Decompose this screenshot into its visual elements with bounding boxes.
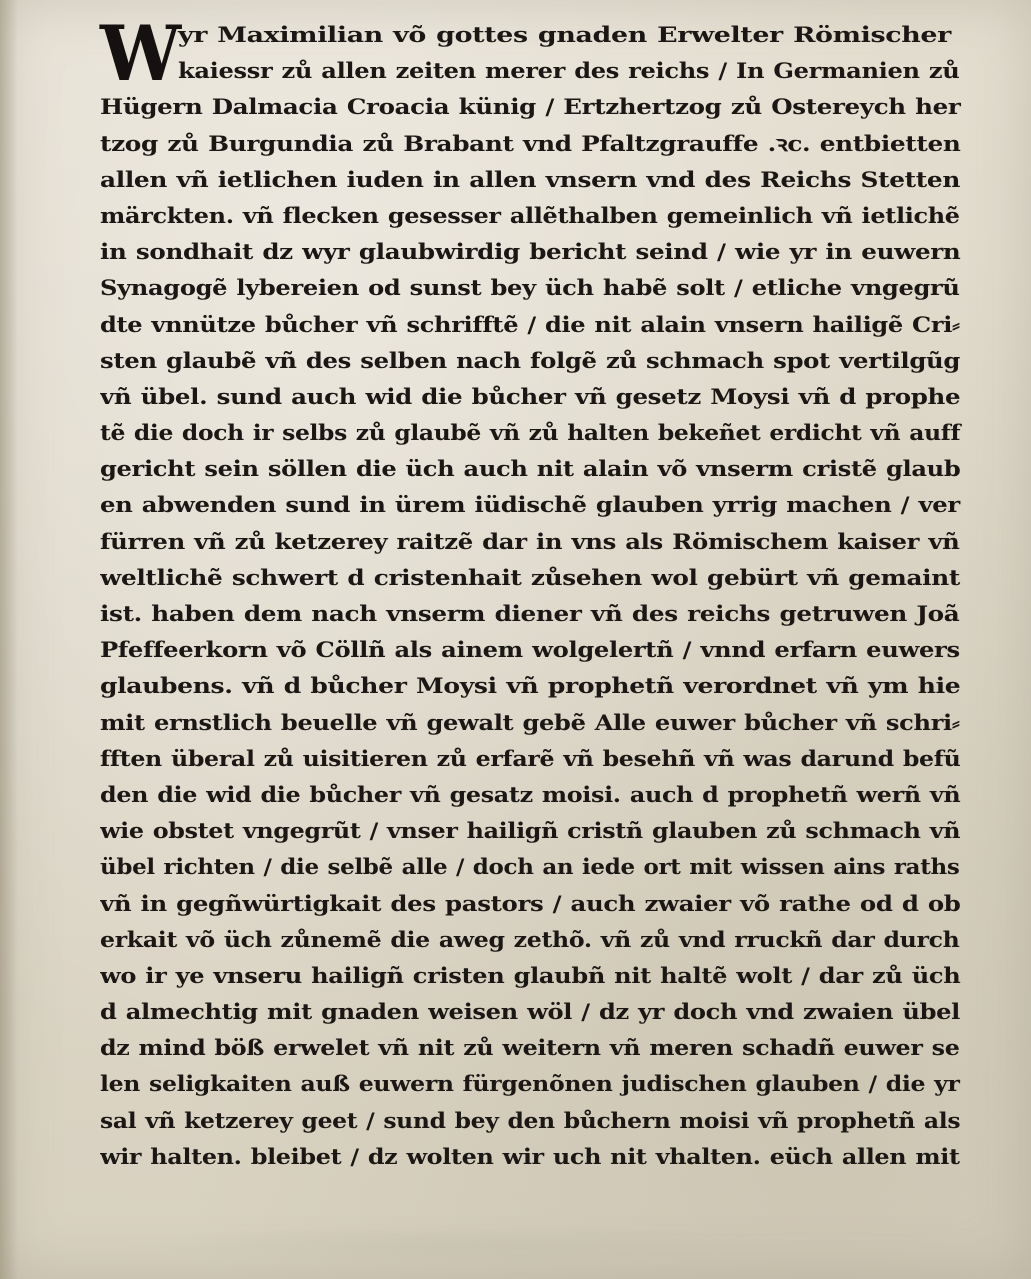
text-line: wir halten. bleibet / dz wolten wir uch nit vhalten. eüch allen mit [100,1144,960,1170]
text-line: tzog zů Burgundia zů Brabant vnd Pfaltzgrauffe .ꝛc. entbietten [100,131,961,157]
text-line: fften überal zů uisitieren zů erfarẽ vñ besehñ vñ was darund befũ [100,746,961,772]
decorated-initial: W [100,9,176,98]
text-line: den die wid die bůcher vñ gesatz moisi. auch d prophetñ werñ vñ [100,782,961,808]
text-line: sten glaubẽ vñ des selben nach folgẽ zů schmach spot vertilgũg [100,348,961,374]
text-line: ist. haben dem nach vnserm diener vñ des reichs getruwen Joã [100,602,960,627]
text-line: allen vñ ietlichen iuden in allen vnsern vnd des Reichs Stetten [100,167,961,193]
text-line: vñ übel. sund auch wid die bůcher vñ gesetz Moysi vñ d prophe [100,384,961,410]
text-line: dz mind böß erwelet vñ nit zů weitern vñ meren schadñ euwer se [100,1036,960,1062]
text-line: tẽ die doch ir selbs zů glaubẽ vñ zů halten bekeñet erdicht vñ auff [100,421,961,447]
text-line: glaubens. vñ d bůcher Moysi vñ prophetñ verordnet vñ ym hie [100,674,961,700]
text-line: Pfeffeerkorn võ Cöllñ als ainem wolgelertñ / vnnd erfarn euwers [100,638,960,664]
page-edge-shadow [0,0,18,1279]
text-line: gericht sein söllen die üch auch nit alain võ vnserm cristẽ glaub [100,457,961,483]
text-line: dte vnnütze bůcher vñ schrifftẽ / die nit alain vnsern hailigẽ Cri⸗ [100,312,960,338]
text-line: mit ernstlich beuelle vñ gewalt gebẽ Alle euwer bůcher vñ schri⸗ [100,710,960,736]
text-line: vñ in gegñwürtigkait des pastors / auch zwaier võ rathe od d ob [100,891,961,917]
text-line: Hügern Dalmacia Croacia künig / Ertzhertzog zů Ostereych her [100,95,961,121]
text-line: übel richten / die selbẽ alle / doch an iede ort mit wissen ains raths [100,855,960,881]
text-line: in sondhait dz wyr glaubwirdig bericht seind / wie yr in euwern [100,240,961,266]
text-line: erkait võ üch zůnemẽ die aweg zethõ. vñ zů vnd rruckñ dar durch [100,927,960,953]
text-line: len seligkaiten auß euwern fürgenõnen judischen glauben / die yr [100,1072,960,1098]
paper-smudge [120,1225,820,1265]
text-line: sal vñ ketzerey geet / sund bey den bůchern moisi vñ prophetñ als [100,1108,961,1134]
text-line: fürren vñ zů ketzerey raitzẽ dar in vns als Römischem kaiser vñ [100,529,960,555]
text-line: märckten. vñ flecken gesesser allẽthalben gemeinlich vñ ietlichẽ [100,203,960,229]
text-block [100,9,970,1176]
text-line: wie obstet vngegrũt / vnser hailigñ cristñ glauben zů schmach vñ [100,819,961,845]
text-line: en abwenden sund in ürem iüdischẽ glauben yrrig machen / ver [100,493,960,519]
text-line: Synagogẽ lybereien od sunst bey üch habẽ solt / etliche vngegrũ [100,276,960,302]
text-line: yr Maximilian võ gottes gnaden Erwelter Römischer [178,23,951,48]
text-line: weltlichẽ schwert d cristenhait zůsehen wol gebürt vñ gemaint [100,565,960,591]
text-line: kaiessr zů allen zeiten merer des reichs / In Germanien zů [178,59,960,85]
text-lines [100,9,970,1176]
text-line: wo ir ye vnseru hailigñ cristen glaubñ nit haltẽ wolt / dar zů üch [100,963,961,989]
text-line: d almechtig mit gnaden weisen wöl / dz yr doch vnd zwaien übel [100,1000,961,1026]
